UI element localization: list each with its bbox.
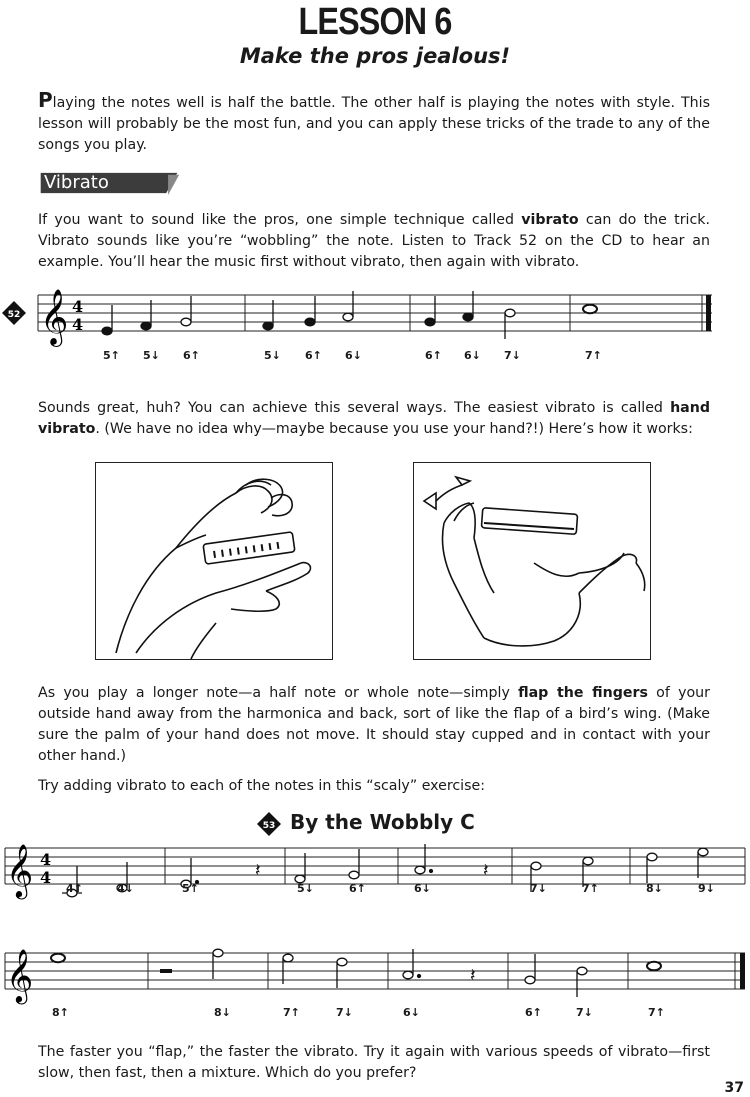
- tab-s2-1: 4↑: [66, 882, 83, 895]
- intro-text: laying the notes well is half the battle. The other half is playing the notes with style. This lesson will probably be the most fun, and you can apply these tricks of the trade to any of the songs you play.: [38, 95, 710, 153]
- drop-cap: P: [38, 88, 53, 112]
- flap-paragraph: [38, 683, 710, 767]
- lesson-subtitle: Make the pros jealous!: [239, 44, 511, 68]
- svg-text:4: 4: [40, 850, 52, 869]
- tab-s3-1: 8↑: [52, 1006, 69, 1019]
- try-paragraph: Try adding vibrato to each of the notes in this “scaly” exercise:: [38, 778, 486, 794]
- svg-text:4: 4: [72, 297, 84, 316]
- svg-text:𝄽: 𝄽: [470, 965, 476, 986]
- track-53-label: 53: [262, 821, 276, 831]
- tab-s3-2: 8↓: [214, 1006, 231, 1019]
- page-number: 37: [724, 1080, 744, 1096]
- vibrato-bold: vibrato: [521, 212, 579, 228]
- tab-6: 6↓: [345, 349, 362, 362]
- tab-10: 7↑: [585, 349, 602, 362]
- intro-paragraph: [38, 90, 710, 156]
- tab-s2-8: 7↑: [582, 882, 599, 895]
- closing-paragraph: The faster you “flap,” the faster the vibrato. Try it again with various speeds of vibrato—first slow, then fast, then a mixture. Which do you prefer?: [38, 1044, 710, 1081]
- tab-2: 5↓: [143, 349, 160, 362]
- song-title: By the Wobbly C: [290, 810, 475, 834]
- section-heading: Vibrato: [44, 172, 109, 193]
- tab-s2-10: 9↓: [698, 882, 715, 895]
- tab-4: 5↓: [264, 349, 281, 362]
- svg-text:𝄽: 𝄽: [255, 860, 261, 881]
- tab-s2-2: 4↓: [117, 882, 134, 895]
- track-52-label: 52: [7, 310, 21, 320]
- lesson-title: LESSON 6: [298, 1, 452, 43]
- treble-clef-icon: 𝄞: [40, 289, 69, 345]
- svg-text:𝄽: 𝄽: [483, 860, 489, 881]
- tab-s3-5: 6↓: [403, 1006, 420, 1019]
- illustration-hands-flapping: [413, 462, 651, 660]
- hands-harmonica-image: [96, 463, 332, 659]
- hand-text-1: Sounds great, huh? You can achieve this several ways. The easiest vibrato is called: [38, 400, 671, 416]
- tab-s3-3: 7↑: [283, 1006, 300, 1019]
- tab-3: 6↑: [183, 349, 200, 362]
- music-staff-2: [0, 840, 750, 900]
- tab-8: 6↓: [464, 349, 481, 362]
- music-staff-3: [0, 945, 750, 1005]
- vibrato-paragraph: [38, 210, 710, 273]
- hand-text-2: . (We have no idea why—maybe because you use your hand?!) Here’s how it works:: [95, 421, 693, 437]
- tab-s3-6: 6↑: [525, 1006, 542, 1019]
- hand-vibrato-paragraph: [38, 398, 710, 440]
- svg-text:4: 4: [72, 315, 84, 334]
- svg-text:4: 4: [40, 868, 52, 887]
- tab-7: 6↑: [425, 349, 442, 362]
- tab-5: 6↑: [305, 349, 322, 362]
- hand-bold: hand vibrato: [38, 400, 710, 437]
- tab-1: 5↑: [103, 349, 120, 362]
- flap-text-1: As you play a longer note—a half note or whole note—simply: [38, 685, 519, 701]
- treble-clef-icon: 𝄞: [6, 948, 34, 1002]
- tab-s2-4: 5↓: [297, 882, 314, 895]
- track-52-badge: [2, 301, 26, 325]
- vibrato-text-1: If you want to sound like the pros, one simple technique called: [38, 212, 522, 228]
- illustration-hands-cupped: [95, 462, 333, 660]
- hands-flap-image: [414, 463, 650, 659]
- flap-text-2: of your outside hand away from the harmonica and back, sort of like the flap of a bird’s wing. (Make sure the palm of your hand does not move. It should stay cupped and in contact with your other hand.): [38, 685, 710, 764]
- tab-s3-4: 7↓: [336, 1006, 353, 1019]
- tab-s3-7: 7↓: [576, 1006, 593, 1019]
- tab-s2-5: 6↑: [349, 882, 366, 895]
- flap-bold: flap the fingers: [518, 685, 648, 701]
- tab-s2-3: 5↑: [182, 882, 199, 895]
- treble-clef-icon: 𝄞: [6, 843, 34, 897]
- tab-s2-6: 6↓: [414, 882, 431, 895]
- tab-9: 7↓: [504, 349, 521, 362]
- tab-s2-9: 8↓: [646, 882, 663, 895]
- track-53-badge: [255, 810, 283, 838]
- tab-s2-7: 7↓: [530, 882, 547, 895]
- vibrato-text-2: can do the trick. Vibrato sounds like you’re “wobbling” the note. Listen to Track 52 on the CD to hear an example. You’ll hear the music first without vibrato, then again with vibrato.: [38, 212, 710, 270]
- tab-s3-8: 7↑: [648, 1006, 665, 1019]
